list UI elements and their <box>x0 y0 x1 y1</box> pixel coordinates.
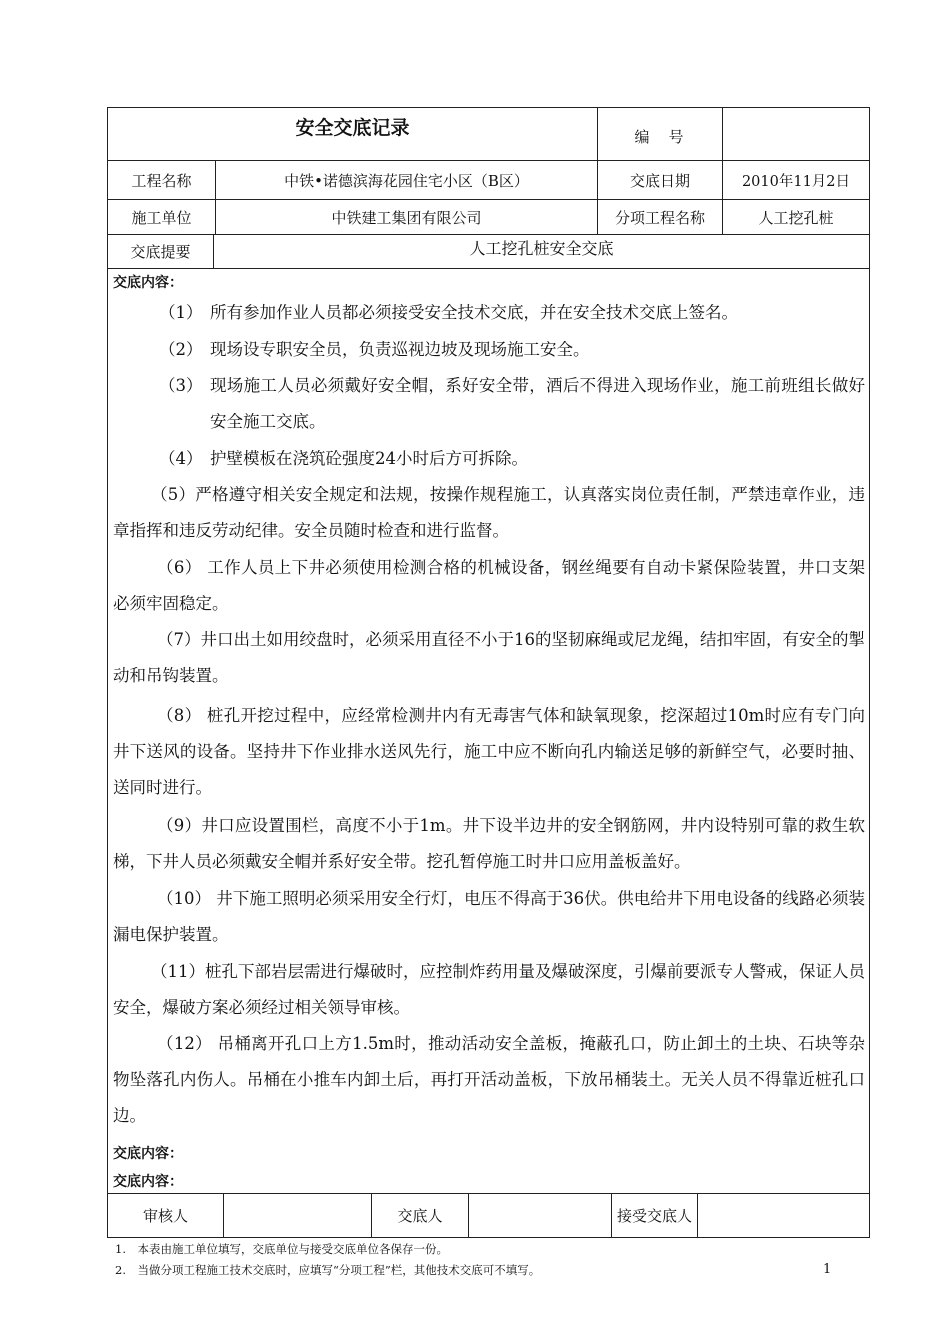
content-item-3 <box>113 368 865 440</box>
subproject-label: 分项工程名称 <box>614 208 705 227</box>
content-item-9: （9）井口应设置围栏，高度不小于1m。井下设半边井的安全钢筋网，井内设特别可靠的救生软梯，下井人员必须戴安全帽并系好安全带。挖孔暂停施工时井口应用盖板盖好。 <box>113 816 865 871</box>
number-label: 编 号 <box>634 127 686 146</box>
table-border-right <box>869 107 870 1238</box>
content-item-5: （5）严格遵守相关安全规定和法规，按操作规程施工，认真落实岗位责任制，严禁违章作业，违章指挥和违反劳动纪律。安全员随时检查和进行监督。 <box>113 485 865 540</box>
content-item-4 <box>113 441 865 477</box>
contractor-value: 中铁建工集团有限公司 <box>331 208 482 227</box>
item-number: （2） <box>159 340 203 359</box>
content-heading: 交底内容： <box>113 275 183 291</box>
discloser-label: 交底人 <box>397 1207 443 1225</box>
item-number: （1） <box>159 303 203 322</box>
item-number: （4） <box>159 449 203 468</box>
table-line <box>107 268 870 269</box>
discloser-field[interactable] <box>469 1194 611 1237</box>
reviewer-label: 审核人 <box>142 1207 188 1225</box>
date-label: 交底日期 <box>629 171 690 190</box>
item-text: 所有参加作业人员都必须接受安全技术交底，并在安全技术交底上签名。 <box>210 303 738 322</box>
subproject-value: 人工挖孔桩 <box>758 208 834 227</box>
item-text: 现场施工人员必须戴好安全帽，系好安全带，酒后不得进入现场作业，施工前班组长做好安全施工交底。 <box>210 376 865 431</box>
contractor-label: 施工单位 <box>131 208 192 227</box>
receiver-label: 接受交底人 <box>616 1207 692 1225</box>
footer-note-2: 2. 当做分项工程施工技术交底时，应填写“分项工程”栏，其他技术交底可不填写。 <box>115 1263 541 1277</box>
summary-label: 交底提要 <box>130 243 191 261</box>
content-item-1 <box>113 295 865 331</box>
content-item-12: （12） 吊桶离开孔口上方1.5m时，推动活动安全盖板，掩蔽孔口，防止卸土的土块、石块等杂物坠落孔内伤人。吊桶在小推车内卸土后，再打开活动盖板，下放吊桶装土。无关人员不得靠近桩孔口边。 <box>113 1034 865 1125</box>
content-item-2 <box>113 332 865 368</box>
receiver-field[interactable] <box>698 1194 869 1237</box>
footer-note-1: 1. 本表由施工单位填写，交底单位与接受交底单位各保存一份。 <box>115 1242 448 1256</box>
content-heading-3: 交底内容： <box>113 1174 183 1190</box>
content-item-6: （6） 工作人员上下井必须使用检测合格的机械设备，钢丝绳要有自动卡紧保险装置，井口支架必须牢固稳定。 <box>113 558 865 613</box>
number-field[interactable] <box>723 108 869 160</box>
content-item-8: （8） 桩孔开挖过程中，应经常检测井内有无毒害气体和缺氧现象，挖深超过10m时应有专门向井下送风的设备。坚持井下作业排水送风先行，施工中应不断向孔内输送足够的新鲜空气，必要时抽、送同时进行。 <box>113 706 865 797</box>
content-heading-2: 交底内容： <box>113 1146 183 1162</box>
item-text: 护壁模板在浇筑砼强度24小时后方可拆除。 <box>210 449 528 468</box>
content-item-11: （11）桩孔下部岩层需进行爆破时，应控制炸药用量及爆破深度，引爆前要派专人警戒，保证人员安全，爆破方案必须经过相关领导审核。 <box>113 962 865 1017</box>
content-item-10: （10） 井下施工照明必须采用安全行灯，电压不得高于36伏。供电给井下用电设备的线路必须装漏电保护装置。 <box>113 889 865 944</box>
project-name-value: 中铁•诺德滨海花园住宅小区（B区） <box>284 171 529 190</box>
page-number: 1 <box>823 1262 832 1277</box>
content-item-7: （7）井口出土如用绞盘时，必须采用直径不小于16的坚韧麻绳或尼龙绳，结扣牢固，有安全的掣动和吊钩装置。 <box>113 630 865 685</box>
table-border-bottom <box>107 1237 870 1238</box>
table-border-left <box>107 107 108 1238</box>
date-value: 2010年11月2日 <box>741 173 851 190</box>
project-name-label: 工程名称 <box>131 171 192 190</box>
item-text: 现场设专职安全员，负责巡视边坡及现场施工安全。 <box>210 340 590 359</box>
summary-value: 人工挖孔桩安全交底 <box>469 238 614 258</box>
item-number: （3） <box>159 376 203 395</box>
reviewer-field[interactable] <box>224 1194 371 1237</box>
document-title: 安全交底记录 <box>295 116 410 139</box>
